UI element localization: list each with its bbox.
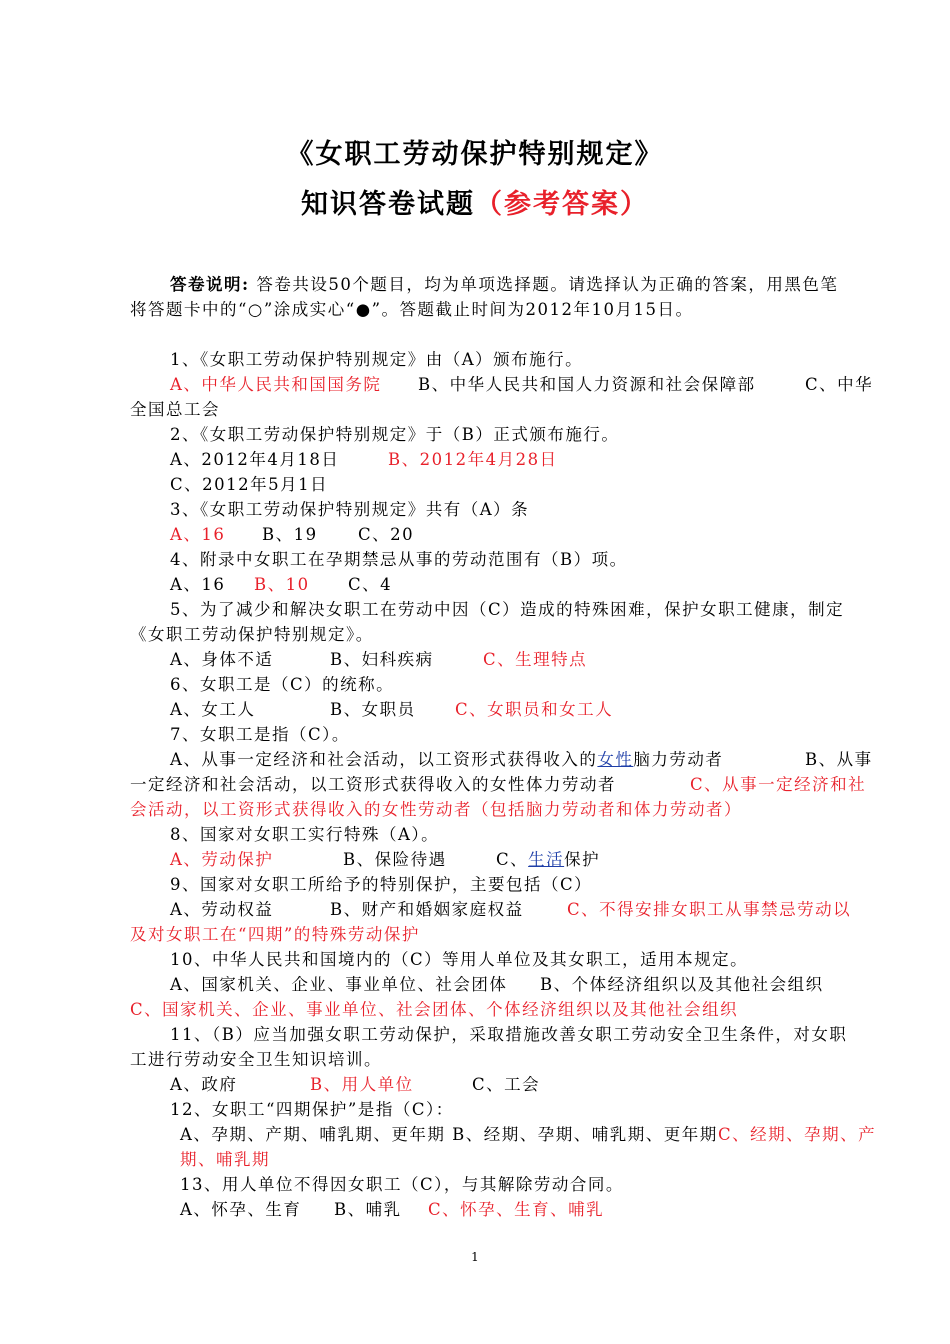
q12-option-c-cont: 期、哺乳期 bbox=[180, 1150, 270, 1169]
q5-option-b: B、妇科疾病 bbox=[330, 650, 434, 669]
q9-option-b: B、财产和婚姻家庭权益 bbox=[330, 900, 524, 919]
q7-option-b: B、从事 bbox=[805, 750, 873, 769]
q8-option-c bbox=[496, 848, 600, 872]
q7-option-a bbox=[170, 748, 723, 772]
question-11: 11、（B）应当加强女职工劳动保护，采取措施改善女职工劳动安全卫生条件，对女职 bbox=[170, 1025, 848, 1044]
question-2: 2、《女职工劳动保护特别规定》于（B）正式颁布施行。 bbox=[170, 425, 620, 444]
question-7: 7、女职工是指（C）。 bbox=[170, 725, 350, 744]
q1-option-c: C、中华 bbox=[805, 375, 874, 394]
q11-option-a: A、政府 bbox=[170, 1075, 238, 1094]
q1-option-c-cont: 全国总工会 bbox=[130, 400, 220, 419]
q7-option-b-cont: 一定经济和社会活动，以工资形式获得收入的女性体力劳动者 bbox=[130, 775, 616, 794]
q9-option-a: A、劳动权益 bbox=[170, 900, 274, 919]
q3-option-b: B、19 bbox=[262, 525, 318, 544]
title-main: 知识答卷试题 bbox=[301, 189, 475, 220]
q7-option-a-link[interactable]: 女性 bbox=[597, 750, 634, 769]
q10-option-b: B、个体经济组织以及其他社会组织 bbox=[540, 975, 824, 994]
question-5: 5、为了减少和解决女职工在劳动中因（C）造成的特殊困难，保护女职工健康，制定 bbox=[170, 600, 845, 619]
q5-option-a: A、身体不适 bbox=[170, 650, 274, 669]
q6-option-b: B、女职员 bbox=[330, 700, 416, 719]
page-number: 1 bbox=[471, 1250, 479, 1264]
question-11-cont: 工进行劳动安全卫生知识培训。 bbox=[130, 1050, 382, 1069]
question-9: 9、国家对女职工所给予的特别保护，主要包括（C） bbox=[170, 875, 593, 894]
question-6: 6、女职工是（C）的统称。 bbox=[170, 675, 395, 694]
q11-option-c: C、工会 bbox=[472, 1075, 541, 1094]
q9-option-c-cont: 及对女职工在“四期”的特殊劳动保护 bbox=[130, 925, 420, 944]
question-1: 1、《女职工劳动保护特别规定》由（A）颁布施行。 bbox=[170, 350, 584, 369]
instructions-label: 答卷说明: bbox=[170, 275, 250, 294]
q8-option-c-pre: C、 bbox=[496, 850, 529, 869]
q7-option-c-cont: 会活动，以工资形式获得收入的女性劳动者（包括脑力劳动者和体力劳动者） bbox=[130, 800, 742, 819]
q4-option-c: C、4 bbox=[348, 575, 393, 594]
q12-option-ab: A、孕期、产期、哺乳期、更年期 B、经期、孕期、哺乳期、更年期 bbox=[180, 1125, 718, 1144]
title-answer-key: （参考答案） bbox=[475, 189, 649, 220]
q3-option-a: A、16 bbox=[170, 525, 226, 544]
question-3: 3、《女职工劳动保护特别规定》共有（A）条 bbox=[170, 500, 530, 519]
q10-option-c: C、国家机关、企业、事业单位、社会团体、个体经济组织以及其他社会组织 bbox=[130, 1000, 739, 1019]
question-4: 4、附录中女职工在孕期禁忌从事的劳动范围有（B）项。 bbox=[170, 550, 628, 569]
q8-option-b: B、保险待遇 bbox=[343, 850, 447, 869]
q7-option-a-pre: A、从事一定经济和社会活动，以工资形式获得收入的 bbox=[170, 750, 598, 769]
q4-option-a: A、16 bbox=[170, 575, 226, 594]
q8-option-c-link[interactable]: 生活 bbox=[528, 850, 565, 869]
q5-option-c: C、生理特点 bbox=[483, 650, 588, 669]
question-10: 10、中华人民共和国境内的（C）等用人单位及其女职工，适用本规定。 bbox=[170, 950, 749, 969]
instructions-line1 bbox=[170, 273, 860, 297]
q3-option-c: C、20 bbox=[358, 525, 415, 544]
question-12: 12、女职工“四期保护”是指（C）： bbox=[170, 1100, 454, 1119]
q1-option-a: A、中华人民共和国国务院 bbox=[170, 375, 382, 394]
q8-option-c-post: 保护 bbox=[564, 850, 601, 869]
q9-option-c: C、不得安排女职工从事禁忌劳动以 bbox=[567, 900, 852, 919]
q7-option-c: C、从事一定经济和社 bbox=[690, 775, 867, 794]
q6-option-a: A、女工人 bbox=[170, 700, 256, 719]
question-5-cont: 《女职工劳动保护特别规定》。 bbox=[130, 625, 374, 644]
q4-option-b: B、10 bbox=[254, 575, 310, 594]
q10-option-a: A、国家机关、企业、事业单位、社会团体 bbox=[170, 975, 508, 994]
q2-option-b: B、2012年4月28日 bbox=[388, 450, 558, 469]
q8-option-a: A、劳动保护 bbox=[170, 850, 274, 869]
q13-option-a: A、怀孕、生育 bbox=[180, 1200, 302, 1219]
instructions-text1: 答卷共设50个题目，均为单项选择题。请选择认为正确的答案，用黑色笔 bbox=[249, 275, 839, 294]
q13-option-c: C、怀孕、生育、哺乳 bbox=[428, 1200, 605, 1219]
q7-option-a-post: 脑力劳动者 bbox=[633, 750, 724, 769]
question-13: 13、用人单位不得因女职工（C），与其解除劳动合同。 bbox=[180, 1175, 624, 1194]
q11-option-b: B、用人单位 bbox=[310, 1075, 414, 1094]
instructions-line2: 将答题卡中的“○”涂成实心“●”。答题截止时间为2012年10月15日。 bbox=[130, 300, 694, 319]
document-title-line2 bbox=[0, 182, 950, 221]
q12-option-c: C、经期、孕期、产 bbox=[718, 1125, 877, 1144]
q2-option-a: A、2012年4月18日 bbox=[170, 450, 340, 469]
document-title-line1: 《女职工劳动保护特别规定》 bbox=[286, 139, 664, 170]
q6-option-c: C、女职员和女工人 bbox=[455, 700, 614, 719]
question-8: 8、国家对女职工实行特殊（A）。 bbox=[170, 825, 440, 844]
q13-option-b: B、哺乳 bbox=[334, 1200, 402, 1219]
q2-option-c: C、2012年5月1日 bbox=[170, 475, 329, 494]
q1-option-b: B、中华人民共和国人力资源和社会保障部 bbox=[418, 375, 756, 394]
